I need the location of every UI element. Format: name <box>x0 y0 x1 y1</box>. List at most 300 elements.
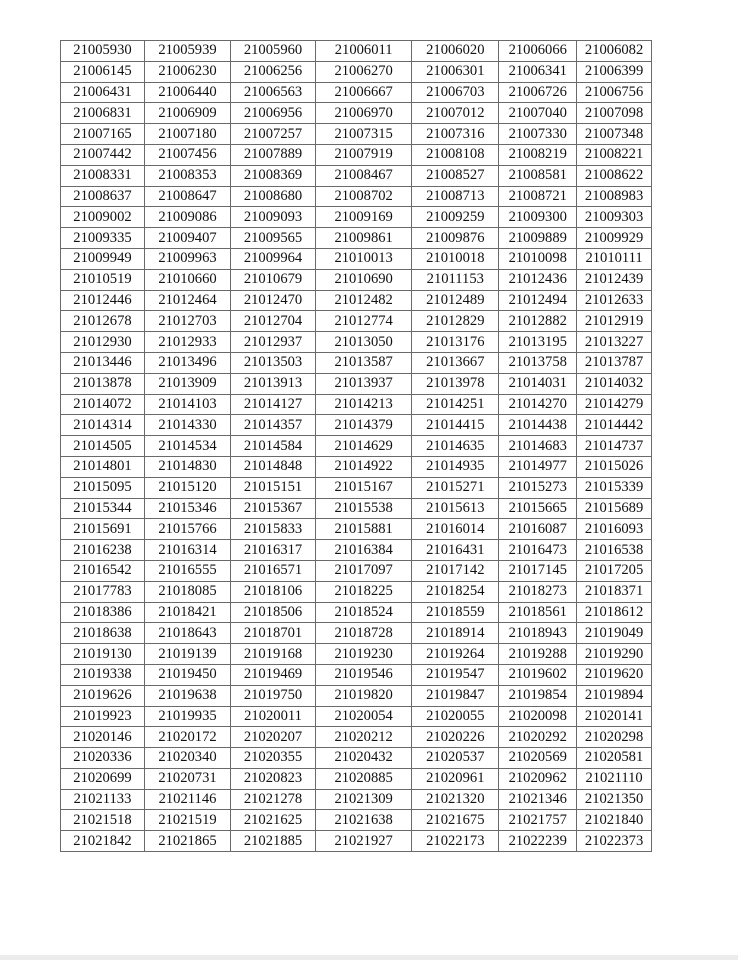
table-cell: 21015120 <box>144 477 230 498</box>
table-cell: 21006256 <box>231 61 316 82</box>
table-row <box>61 352 652 373</box>
table-cell: 21018254 <box>412 581 499 602</box>
table-cell: 21006230 <box>144 61 230 82</box>
table-cell: 21008369 <box>231 165 316 186</box>
table-cell: 21007919 <box>316 144 412 165</box>
table-cell: 21020292 <box>499 727 577 748</box>
table-cell: 21005930 <box>61 41 145 62</box>
table-cell: 21006011 <box>316 41 412 62</box>
table-cell: 21020885 <box>316 768 412 789</box>
table-cell: 21010679 <box>231 269 316 290</box>
table-cell: 21020961 <box>412 768 499 789</box>
table-cell: 21016014 <box>412 519 499 540</box>
table-cell: 21012703 <box>144 311 230 332</box>
table-cell: 21008622 <box>577 165 652 186</box>
table-cell: 21012464 <box>144 290 230 311</box>
table-cell: 21015346 <box>144 498 230 519</box>
table-cell: 21022239 <box>499 831 577 852</box>
table-cell: 21018943 <box>499 623 577 644</box>
table-cell: 21008581 <box>499 165 577 186</box>
table-cell: 21015026 <box>577 456 652 477</box>
table-cell: 21019602 <box>499 664 577 685</box>
table-cell: 21006726 <box>499 82 577 103</box>
table-cell: 21018421 <box>144 602 230 623</box>
table-cell: 21015881 <box>316 519 412 540</box>
table-cell: 21011153 <box>412 269 499 290</box>
table-cell: 21006563 <box>231 82 316 103</box>
table-cell: 21020731 <box>144 768 230 789</box>
table-cell: 21021885 <box>231 831 316 852</box>
table-cell: 21009093 <box>231 207 316 228</box>
table-cell: 21006145 <box>61 61 145 82</box>
table-cell: 21006301 <box>412 61 499 82</box>
table-cell: 21018559 <box>412 602 499 623</box>
table-cell: 21015151 <box>231 477 316 498</box>
table-cell: 21008353 <box>144 165 230 186</box>
table-cell: 21007330 <box>499 124 577 145</box>
table-cell: 21021346 <box>499 789 577 810</box>
table-cell: 21008108 <box>412 144 499 165</box>
table-cell: 21010098 <box>499 248 577 269</box>
table-cell: 21013503 <box>231 352 316 373</box>
table-cell: 21007348 <box>577 124 652 145</box>
table-cell: 21020146 <box>61 727 145 748</box>
table-row <box>61 602 652 623</box>
table-cell: 21018914 <box>412 623 499 644</box>
table-cell: 21008527 <box>412 165 499 186</box>
table-cell: 21018506 <box>231 602 316 623</box>
table-row <box>61 436 652 457</box>
table-cell: 21015833 <box>231 519 316 540</box>
table-cell: 21008331 <box>61 165 145 186</box>
table-cell: 21020054 <box>316 706 412 727</box>
table-row <box>61 768 652 789</box>
table-row <box>61 581 652 602</box>
table-cell: 21006082 <box>577 41 652 62</box>
table-cell: 21008221 <box>577 144 652 165</box>
table-cell: 21018701 <box>231 623 316 644</box>
table-cell: 21009889 <box>499 228 577 249</box>
table-cell: 21012446 <box>61 290 145 311</box>
table-cell: 21014213 <box>316 394 412 415</box>
table-cell: 21006703 <box>412 82 499 103</box>
table-cell: 21019049 <box>577 623 652 644</box>
table-row <box>61 706 652 727</box>
table-row <box>61 186 652 207</box>
table-cell: 21015766 <box>144 519 230 540</box>
table-cell: 21007315 <box>316 124 412 145</box>
table-cell: 21014635 <box>412 436 499 457</box>
page-bottom-edge <box>0 955 738 960</box>
table-cell: 21009303 <box>577 207 652 228</box>
table-cell: 21014127 <box>231 394 316 415</box>
table-cell: 21014438 <box>499 415 577 436</box>
table-cell: 21007040 <box>499 103 577 124</box>
table-cell: 21015367 <box>231 498 316 519</box>
table-cell: 21019469 <box>231 664 316 685</box>
table-cell: 21016384 <box>316 540 412 561</box>
table-row <box>61 727 652 748</box>
table-row <box>61 789 652 810</box>
table-cell: 21008680 <box>231 186 316 207</box>
table-cell: 21014072 <box>61 394 145 415</box>
table-cell: 21022173 <box>412 831 499 852</box>
table-row <box>61 415 652 436</box>
table-row <box>61 519 652 540</box>
roll-number-table <box>60 40 652 852</box>
table-cell: 21020962 <box>499 768 577 789</box>
table-cell: 21016538 <box>577 540 652 561</box>
table-cell: 21019620 <box>577 664 652 685</box>
table-cell: 21010018 <box>412 248 499 269</box>
table-cell: 21007456 <box>144 144 230 165</box>
table-cell: 21021110 <box>577 768 652 789</box>
table-cell: 21021842 <box>61 831 145 852</box>
table-cell: 21013050 <box>316 332 412 353</box>
table-cell: 21014279 <box>577 394 652 415</box>
table-cell: 21020055 <box>412 706 499 727</box>
table-cell: 21006341 <box>499 61 577 82</box>
table-cell: 21019847 <box>412 685 499 706</box>
table-cell: 21016431 <box>412 540 499 561</box>
table-cell: 21019130 <box>61 644 145 665</box>
table-cell: 21015273 <box>499 477 577 498</box>
table-cell: 21006956 <box>231 103 316 124</box>
table-cell: 21013978 <box>412 373 499 394</box>
table-cell: 21015095 <box>61 477 145 498</box>
table-cell: 21015665 <box>499 498 577 519</box>
table-cell: 21014922 <box>316 456 412 477</box>
table-cell: 21017145 <box>499 560 577 581</box>
table-cell: 21021625 <box>231 810 316 831</box>
table-cell: 21016555 <box>144 560 230 581</box>
table-cell: 21021840 <box>577 810 652 831</box>
table-cell: 21017205 <box>577 560 652 581</box>
table-cell: 21014442 <box>577 415 652 436</box>
table-cell: 21015691 <box>61 519 145 540</box>
table-cell: 21008219 <box>499 144 577 165</box>
table-cell: 21016314 <box>144 540 230 561</box>
table-cell: 21021518 <box>61 810 145 831</box>
table-row <box>61 373 652 394</box>
table-cell: 21014683 <box>499 436 577 457</box>
table-cell: 21019638 <box>144 685 230 706</box>
table-cell: 21021865 <box>144 831 230 852</box>
table-cell: 21012489 <box>412 290 499 311</box>
table-row <box>61 82 652 103</box>
table-cell: 21019450 <box>144 664 230 685</box>
table-cell: 21012774 <box>316 311 412 332</box>
table-cell: 21007098 <box>577 103 652 124</box>
table-cell: 21021133 <box>61 789 145 810</box>
table-row <box>61 61 652 82</box>
table-cell: 21020581 <box>577 748 652 769</box>
table-cell: 21021350 <box>577 789 652 810</box>
table-cell: 21010013 <box>316 248 412 269</box>
table-cell: 21018612 <box>577 602 652 623</box>
table-cell: 21016571 <box>231 560 316 581</box>
table-cell: 21013909 <box>144 373 230 394</box>
table-cell: 21019139 <box>144 644 230 665</box>
table-cell: 21006399 <box>577 61 652 82</box>
table-cell: 21017142 <box>412 560 499 581</box>
table-cell: 21020699 <box>61 768 145 789</box>
table-cell: 21012930 <box>61 332 145 353</box>
table-cell: 21006667 <box>316 82 412 103</box>
table-cell: 21020298 <box>577 727 652 748</box>
table-cell: 21018728 <box>316 623 412 644</box>
table-cell: 21017783 <box>61 581 145 602</box>
table-cell: 21013878 <box>61 373 145 394</box>
table-cell: 21019168 <box>231 644 316 665</box>
table-cell: 21014270 <box>499 394 577 415</box>
table-cell: 21012470 <box>231 290 316 311</box>
table-cell: 21010660 <box>144 269 230 290</box>
table-cell: 21015538 <box>316 498 412 519</box>
table-row <box>61 228 652 249</box>
table-cell: 21008647 <box>144 186 230 207</box>
table-cell: 21015613 <box>412 498 499 519</box>
table-cell: 21018524 <box>316 602 412 623</box>
table-cell: 21018643 <box>144 623 230 644</box>
table-cell: 21020823 <box>231 768 316 789</box>
table-cell: 21014830 <box>144 456 230 477</box>
table-cell: 21006440 <box>144 82 230 103</box>
table-cell: 21021927 <box>316 831 412 852</box>
table-cell: 21013496 <box>144 352 230 373</box>
table-cell: 21020340 <box>144 748 230 769</box>
table-row <box>61 269 652 290</box>
table-cell: 21008983 <box>577 186 652 207</box>
table-cell: 21021675 <box>412 810 499 831</box>
table-row <box>61 332 652 353</box>
table-cell: 21022373 <box>577 831 652 852</box>
roll-number-table-body <box>61 41 652 852</box>
table-cell: 21012633 <box>577 290 652 311</box>
table-cell: 21007165 <box>61 124 145 145</box>
table-cell: 21019894 <box>577 685 652 706</box>
table-cell: 21009002 <box>61 207 145 228</box>
table-cell: 21019264 <box>412 644 499 665</box>
table-row <box>61 41 652 62</box>
table-cell: 21007180 <box>144 124 230 145</box>
table-row <box>61 248 652 269</box>
table-cell: 21013176 <box>412 332 499 353</box>
table-cell: 21006270 <box>316 61 412 82</box>
table-cell: 21016087 <box>499 519 577 540</box>
table-cell: 21006970 <box>316 103 412 124</box>
table-cell: 21012882 <box>499 311 577 332</box>
table-cell: 21020355 <box>231 748 316 769</box>
table-cell: 21016093 <box>577 519 652 540</box>
table-cell: 21012933 <box>144 332 230 353</box>
table-cell: 21013587 <box>316 352 412 373</box>
table-row <box>61 498 652 519</box>
table-cell: 21006066 <box>499 41 577 62</box>
table-cell: 21018273 <box>499 581 577 602</box>
table-cell: 21014103 <box>144 394 230 415</box>
table-cell: 21020226 <box>412 727 499 748</box>
table-cell: 21009964 <box>231 248 316 269</box>
table-cell: 21010690 <box>316 269 412 290</box>
table-cell: 21016473 <box>499 540 577 561</box>
table-row <box>61 810 652 831</box>
table-cell: 21020212 <box>316 727 412 748</box>
table-cell: 21014415 <box>412 415 499 436</box>
table-cell: 21009300 <box>499 207 577 228</box>
table-cell: 21006431 <box>61 82 145 103</box>
table-cell: 21006831 <box>61 103 145 124</box>
table-cell: 21014505 <box>61 436 145 457</box>
table-row <box>61 644 652 665</box>
table-cell: 21009086 <box>144 207 230 228</box>
table-row <box>61 103 652 124</box>
table-cell: 21008637 <box>61 186 145 207</box>
table-cell: 21012436 <box>499 269 577 290</box>
table-cell: 21005939 <box>144 41 230 62</box>
table-cell: 21020141 <box>577 706 652 727</box>
table-cell: 21020432 <box>316 748 412 769</box>
table-cell: 21015339 <box>577 477 652 498</box>
table-cell: 21019230 <box>316 644 412 665</box>
table-cell: 21009407 <box>144 228 230 249</box>
table-cell: 21006020 <box>412 41 499 62</box>
table-cell: 21020172 <box>144 727 230 748</box>
table-cell: 21018371 <box>577 581 652 602</box>
table-cell: 21013937 <box>316 373 412 394</box>
table-cell: 21013195 <box>499 332 577 353</box>
table-cell: 21018638 <box>61 623 145 644</box>
table-cell: 21020011 <box>231 706 316 727</box>
table-cell: 21009949 <box>61 248 145 269</box>
table-row <box>61 831 652 852</box>
table-cell: 21020098 <box>499 706 577 727</box>
table-cell: 21012439 <box>577 269 652 290</box>
table-row <box>61 207 652 228</box>
table-row <box>61 540 652 561</box>
table-cell: 21014357 <box>231 415 316 436</box>
table-cell: 21016317 <box>231 540 316 561</box>
table-cell: 21014314 <box>61 415 145 436</box>
table-cell: 21009169 <box>316 207 412 228</box>
table-cell: 21016238 <box>61 540 145 561</box>
table-cell: 21012482 <box>316 290 412 311</box>
table-cell: 21008721 <box>499 186 577 207</box>
table-cell: 21009876 <box>412 228 499 249</box>
table-cell: 21018225 <box>316 581 412 602</box>
table-cell: 21008713 <box>412 186 499 207</box>
table-cell: 21014379 <box>316 415 412 436</box>
table-cell: 21021757 <box>499 810 577 831</box>
table-cell: 21012704 <box>231 311 316 332</box>
table-cell: 21015344 <box>61 498 145 519</box>
table-cell: 21020537 <box>412 748 499 769</box>
table-cell: 21006909 <box>144 103 230 124</box>
table-cell: 21014032 <box>577 373 652 394</box>
table-cell: 21009929 <box>577 228 652 249</box>
table-cell: 21015689 <box>577 498 652 519</box>
table-cell: 21021638 <box>316 810 412 831</box>
table-cell: 21021146 <box>144 789 230 810</box>
table-cell: 21013667 <box>412 352 499 373</box>
table-cell: 21021278 <box>231 789 316 810</box>
table-cell: 21019626 <box>61 685 145 706</box>
table-cell: 21018106 <box>231 581 316 602</box>
table-cell: 21021309 <box>316 789 412 810</box>
table-cell: 21012829 <box>412 311 499 332</box>
table-cell: 21013446 <box>61 352 145 373</box>
table-cell: 21020336 <box>61 748 145 769</box>
table-cell: 21016542 <box>61 560 145 581</box>
table-cell: 21014977 <box>499 456 577 477</box>
table-row <box>61 560 652 581</box>
table-row <box>61 394 652 415</box>
table-cell: 21019750 <box>231 685 316 706</box>
table-row <box>61 144 652 165</box>
table-cell: 21012937 <box>231 332 316 353</box>
table-cell: 21020207 <box>231 727 316 748</box>
table-cell: 21019288 <box>499 644 577 665</box>
table-cell: 21019547 <box>412 664 499 685</box>
table-row <box>61 124 652 145</box>
table-cell: 21007012 <box>412 103 499 124</box>
table-cell: 21013758 <box>499 352 577 373</box>
table-cell: 21014251 <box>412 394 499 415</box>
table-row <box>61 290 652 311</box>
table-cell: 21015271 <box>412 477 499 498</box>
table-cell: 21009259 <box>412 207 499 228</box>
table-cell: 21007316 <box>412 124 499 145</box>
table-cell: 21007442 <box>61 144 145 165</box>
table-cell: 21014629 <box>316 436 412 457</box>
table-cell: 21019923 <box>61 706 145 727</box>
table-cell: 21013913 <box>231 373 316 394</box>
table-cell: 21018386 <box>61 602 145 623</box>
table-cell: 21018561 <box>499 602 577 623</box>
table-cell: 21007889 <box>231 144 316 165</box>
table-cell: 21019854 <box>499 685 577 706</box>
table-cell: 21015167 <box>316 477 412 498</box>
table-cell: 21021320 <box>412 789 499 810</box>
table-cell: 21008702 <box>316 186 412 207</box>
table-cell: 21014031 <box>499 373 577 394</box>
table-cell: 21014330 <box>144 415 230 436</box>
table-cell: 21019935 <box>144 706 230 727</box>
table-cell: 21008467 <box>316 165 412 186</box>
table-cell: 21010519 <box>61 269 145 290</box>
table-cell: 21007257 <box>231 124 316 145</box>
table-cell: 21014935 <box>412 456 499 477</box>
table-cell: 21005960 <box>231 41 316 62</box>
table-cell: 21019290 <box>577 644 652 665</box>
table-cell: 21014737 <box>577 436 652 457</box>
table-cell: 21019546 <box>316 664 412 685</box>
table-cell: 21009963 <box>144 248 230 269</box>
table-row <box>61 311 652 332</box>
table-cell: 21013227 <box>577 332 652 353</box>
table-cell: 21018085 <box>144 581 230 602</box>
table-cell: 21013787 <box>577 352 652 373</box>
table-cell: 21012678 <box>61 311 145 332</box>
table-cell: 21021519 <box>144 810 230 831</box>
table-cell: 21012919 <box>577 311 652 332</box>
table-row <box>61 748 652 769</box>
table-cell: 21009861 <box>316 228 412 249</box>
table-cell: 21006756 <box>577 82 652 103</box>
table-cell: 21009565 <box>231 228 316 249</box>
table-cell: 21019820 <box>316 685 412 706</box>
table-row <box>61 456 652 477</box>
